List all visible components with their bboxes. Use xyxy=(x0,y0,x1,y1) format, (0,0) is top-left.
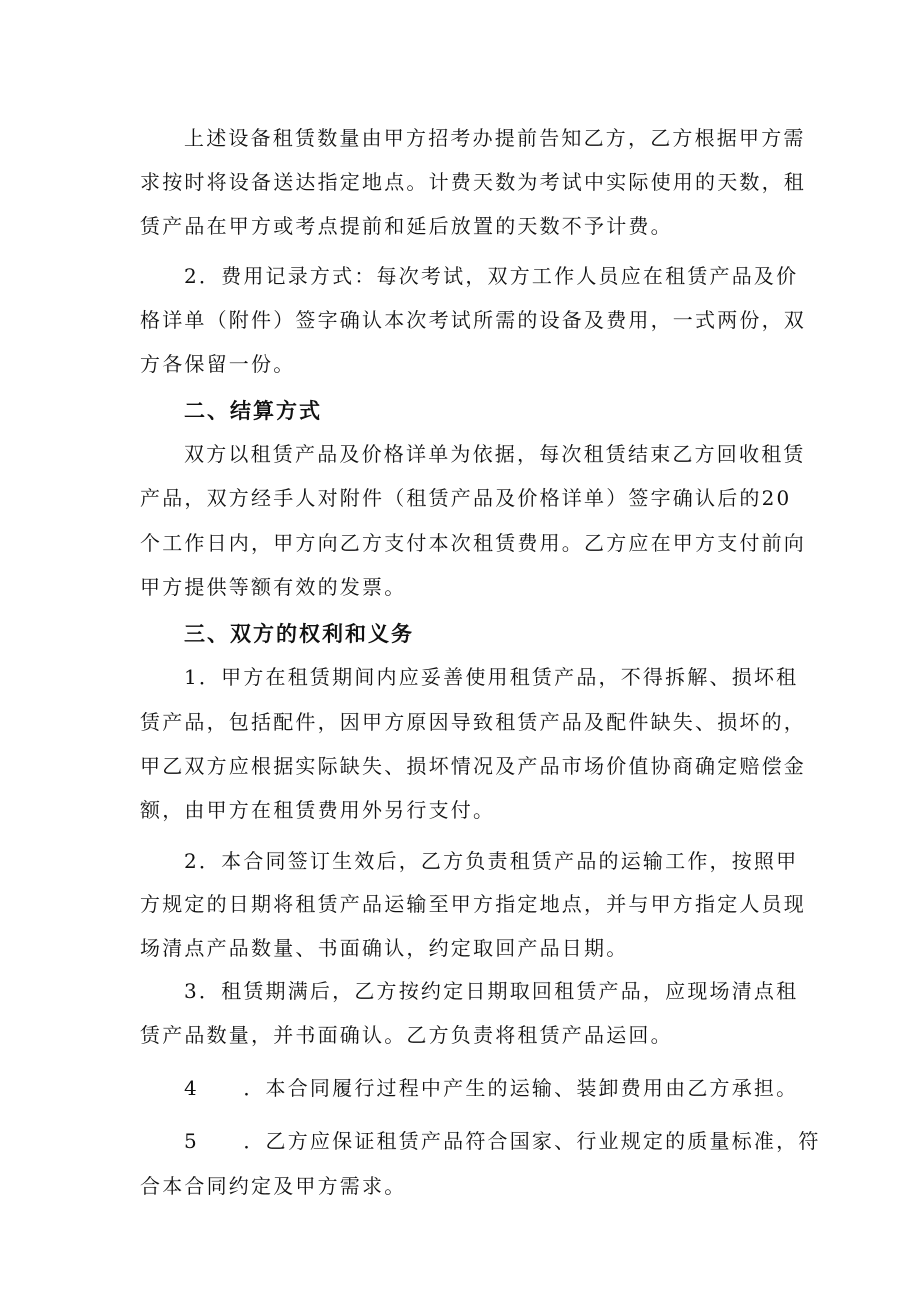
paragraph-1-line-2: 求按时将设备送达指定地点。计费天数为考试中实际使用的天数，租 xyxy=(140,170,806,194)
section-heading-rights-obligations: 三、双方的权利和义务 xyxy=(184,622,414,646)
paragraph-1-line-3: 赁产品在甲方或考点提前和延后放置的天数不予计费。 xyxy=(140,214,673,238)
paragraph-3-line-4: 甲方提供等额有效的发票。 xyxy=(140,575,407,599)
paragraph-4-line-2: 赁产品，包括配件，因甲方原因导致租赁产品及配件缺失、损坏的， xyxy=(140,710,806,734)
paragraph-2-line-1: 2．费用记录方式：每次考试，双方工作人员应在租赁产品及价 xyxy=(184,264,799,288)
paragraph-5-line-3: 场清点产品数量、书面确认，约定取回产品日期。 xyxy=(140,936,629,960)
paragraph-8-line-2: 合本合同约定及甲方需求。 xyxy=(140,1174,407,1198)
paragraph-5-line-1: 2．本合同签订生效后，乙方负责租赁产品的运输工作，按照甲 xyxy=(184,849,799,873)
paragraph-6-line-2: 赁产品数量，并书面确认。乙方负责将租赁产品运回。 xyxy=(140,1023,673,1047)
paragraph-2-line-3: 方各保留一份。 xyxy=(140,352,296,376)
paragraph-3-line-1: 双方以租赁产品及价格详单为依据，每次租赁结束乙方回收租赁 xyxy=(184,442,806,466)
paragraph-4-line-1: 1．甲方在租赁期间内应妥善使用租赁产品，不得拆解、损坏租 xyxy=(184,665,799,689)
paragraph-8-line-1: 5 ．乙方应保证租赁产品符合国家、行业规定的质量标准，符 xyxy=(184,1129,821,1153)
paragraph-3-line-2: 产品，双方经手人对附件（租赁产品及价格详单）签字确认后的20 xyxy=(140,486,792,510)
paragraph-4-line-3: 甲乙双方应根据实际缺失、损坏情况及产品市场价值协商确定赔偿金 xyxy=(140,754,806,778)
paragraph-6-line-1: 3．租赁期满后，乙方按约定日期取回租赁产品，应现场清点租 xyxy=(184,979,799,1003)
paragraph-4-line-4: 额，由甲方在租赁费用外另行支付。 xyxy=(140,798,496,822)
paragraph-2-line-2: 格详单（附件）签字确认本次考试所需的设备及费用，一式两份，双 xyxy=(140,308,806,332)
paragraph-7-line-1: 4 ．本合同履行过程中产生的运输、装卸费用由乙方承担。 xyxy=(184,1076,799,1100)
paragraph-3-line-3: 个工作日内，甲方向乙方支付本次租赁费用。乙方应在甲方支付前向 xyxy=(140,531,806,555)
section-heading-settlement: 二、结算方式 xyxy=(184,399,322,423)
paragraph-5-line-2: 方规定的日期将租赁产品运输至甲方指定地点，并与甲方指定人员现 xyxy=(140,892,806,916)
paragraph-1-line-1: 上述设备租赁数量由甲方招考办提前告知乙方，乙方根据甲方需 xyxy=(184,126,806,150)
